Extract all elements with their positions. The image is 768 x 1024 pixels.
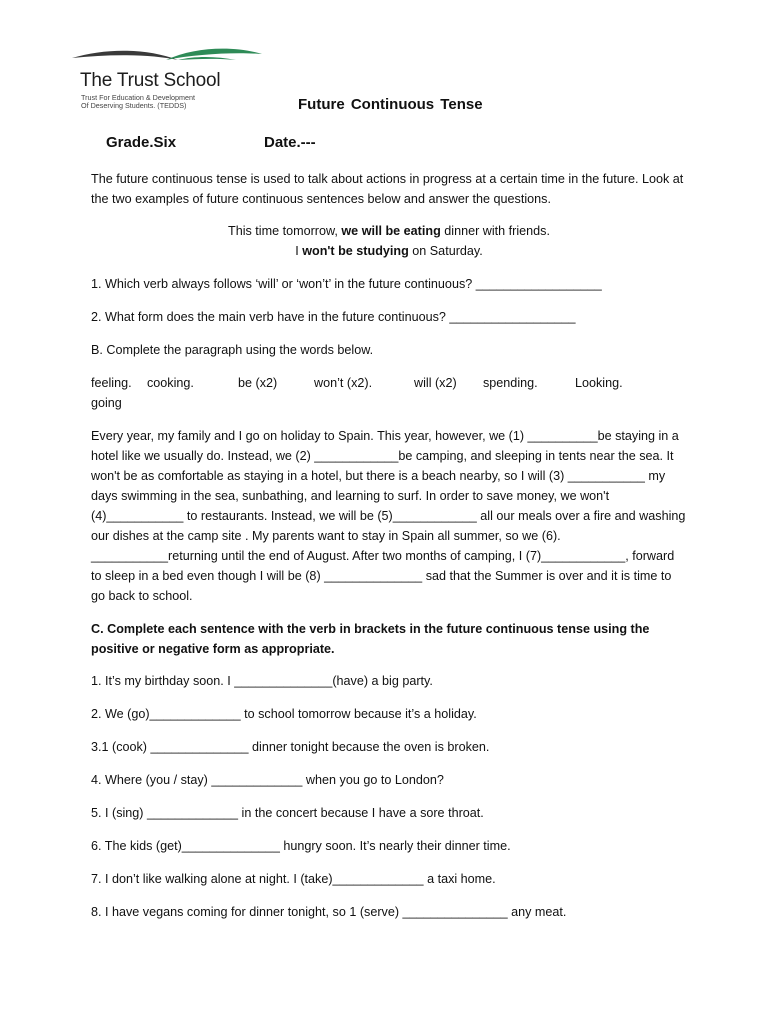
- logo-subtitle: [81, 94, 195, 110]
- example-2-pre: I: [295, 244, 303, 258]
- date-label: Date.---: [264, 134, 316, 151]
- word-bank-item: will (x2): [414, 376, 457, 390]
- c-item-6: 6. The kids (get)______________ hungry soon. It’s nearly their dinner time.: [91, 839, 511, 853]
- word-bank-item: feeling.: [91, 376, 132, 390]
- page-title: Future Continuous Tense: [298, 96, 483, 113]
- word-bank-item: going: [91, 396, 122, 410]
- c-item-4: 4. Where (you / stay) _____________ when you go to London?: [91, 773, 444, 787]
- logo-name: The Trust School: [80, 70, 221, 91]
- c-item-3: 3.1 (cook) ______________ dinner tonight because the oven is broken.: [91, 740, 490, 754]
- intro-text: The future continuous tense is used to talk about actions in progress at a certain time in the future. Look at the two examples of future continuous sentences below and answer the questions.: [91, 172, 684, 206]
- example-1-bold: we will be eating: [341, 224, 441, 238]
- word-bank-item: won’t (x2).: [314, 376, 373, 390]
- word-bank-item: Looking.: [575, 376, 623, 390]
- word-bank: [0, 373, 768, 413]
- question-1: 1. Which verb always follows ‘will’ or ‘won’t’ in the future continuous? __________________: [91, 277, 602, 291]
- word-bank-item: cooking.: [147, 376, 194, 390]
- example-1-pre: This time tomorrow,: [228, 224, 342, 238]
- school-logo: [66, 44, 266, 116]
- c-item-2: 2. We (go)_____________ to school tomorrow because it’s a holiday.: [91, 707, 477, 721]
- example-1-post: dinner with friends.: [440, 224, 550, 238]
- c-item-1: 1. It’s my birthday soon. I ______________(have) a big party.: [91, 674, 433, 688]
- cloze-paragraph: Every year, my family and I go on holiday to Spain. This year, however, we (1) __________be staying in a hotel like we usually do. Instead, we (2) ____________be camping, and sleeping in tents near the sea. It won't be as comfortable as staying in a hotel, but there is a beach nearby, so I will (3) ___________ my days swimming in the sea, sunbathing, and learning to surf. In order to save money, we won't (4)___________ to restaurants. Instead, we will be (5)____________ all our meals over a fire and washing our dishes at the camp site . My parents want to stay in Spain all summer, so we (6). ___________returning until the end of August. After two months of camping, I (7)____________, forward to sleep in a bed even though I will be (8) ______________ sad that the Summer is over and it is time to go back to school.: [91, 429, 686, 603]
- word-bank-item: be (x2): [238, 376, 278, 390]
- example-1: [91, 221, 687, 241]
- section-b-heading: B. Complete the paragraph using the words below.: [91, 343, 374, 357]
- c-item-5: 5. I (sing) _____________ in the concert because I have a sore throat.: [91, 806, 484, 820]
- c-item-8: 8. I have vegans coming for dinner tonight, so 1 (serve) _______________ any meat.: [91, 905, 567, 919]
- logo-subtitle-line2: Of Deserving Students. (TEDDS): [81, 101, 187, 110]
- section-c-heading: C. Complete each sentence with the verb in brackets in the future continuous tense using the positive or negative form as appropriate.: [91, 622, 650, 656]
- example-2: [91, 241, 687, 261]
- logo-subtitle-line1: Trust For Education & Development: [81, 93, 195, 102]
- example-2-post: on Saturday.: [408, 244, 483, 258]
- word-bank-item: spending.: [483, 376, 538, 390]
- c-item-7: 7. I don’t like walking alone at night. I (take)_____________ a taxi home.: [91, 872, 496, 886]
- example-2-bold: won't be studying: [302, 244, 409, 258]
- question-2: 2. What form does the main verb have in the future continuous? __________________: [91, 310, 576, 324]
- grade-label: Grade.Six: [106, 134, 177, 151]
